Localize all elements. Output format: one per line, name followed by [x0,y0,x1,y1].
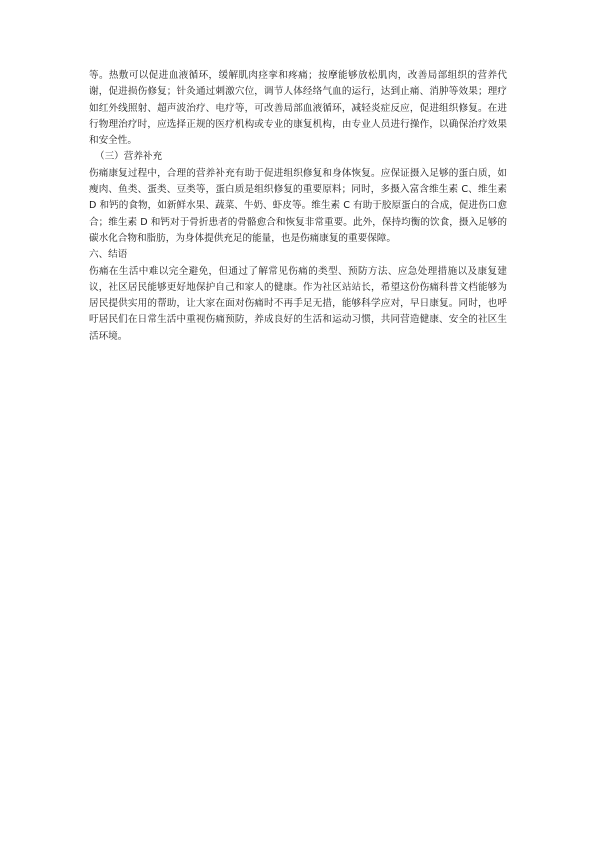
nutrition-paragraph: 伤痛康复过程中，合理的营养补充有助于促进组织修复和身体恢复。应保证摄入足够的蛋白质，如瘦肉、鱼类、蛋类、豆类等，蛋白质是组织修复的重要原料；同时，多摄入富含维生素 C、维生素 D 和钙的食物，如新鲜水果、蔬菜、牛奶、虾皮等。维生素 C 有助于胶原蛋白的合成，促进伤口愈合；维生素 D 和钙对于骨折患者的骨骼愈合和恢复非常重要。此外，保持均衡的饮食，摄入足够的碳水化合物和脂肪，为身体提供充足的能量，也是伤痛康复的重要保障。 [89,167,507,244]
physical-therapy-paragraph: 等。热敷可以促进血液循环，缓解肌肉痉挛和疼痛；按摩能够放松肌肉，改善局部组织的营养代谢，促进损伤修复；针灸通过刺激穴位，调节人体经络气血的运行，达到止痛、消肿等效果；理疗如红外线照射、超声波治疗、电疗等，可改善局部血液循环，减轻炎症反应，促进组织修复。在进行物理治疗时，应选择正规的医疗机构或专业的康复机构，由专业人员进行操作，以确保治疗效果和安全性。 [89,70,507,147]
document-page [89,68,507,345]
conclusion-paragraph: 伤痛在生活中难以完全避免，但通过了解常见伤痛的类型、预防方法、应急处理措施以及康复建议，社区居民能够更好地保护自己和家人的健康。作为社区站站长，希望这份伤痛科普文档能够为居民提供实用的帮助，让大家在面对伤痛时不再手足无措，能够科学应对，早日康复。同时，也呼吁居民们在日常生活中重视伤痛预防，养成良好的生活和运动习惯，共同营造健康、安全的社区生活环境。 [89,265,507,342]
conclusion-heading: 六、结语 [89,249,128,261]
nutrition-heading: （三）营养补充 [95,151,163,163]
